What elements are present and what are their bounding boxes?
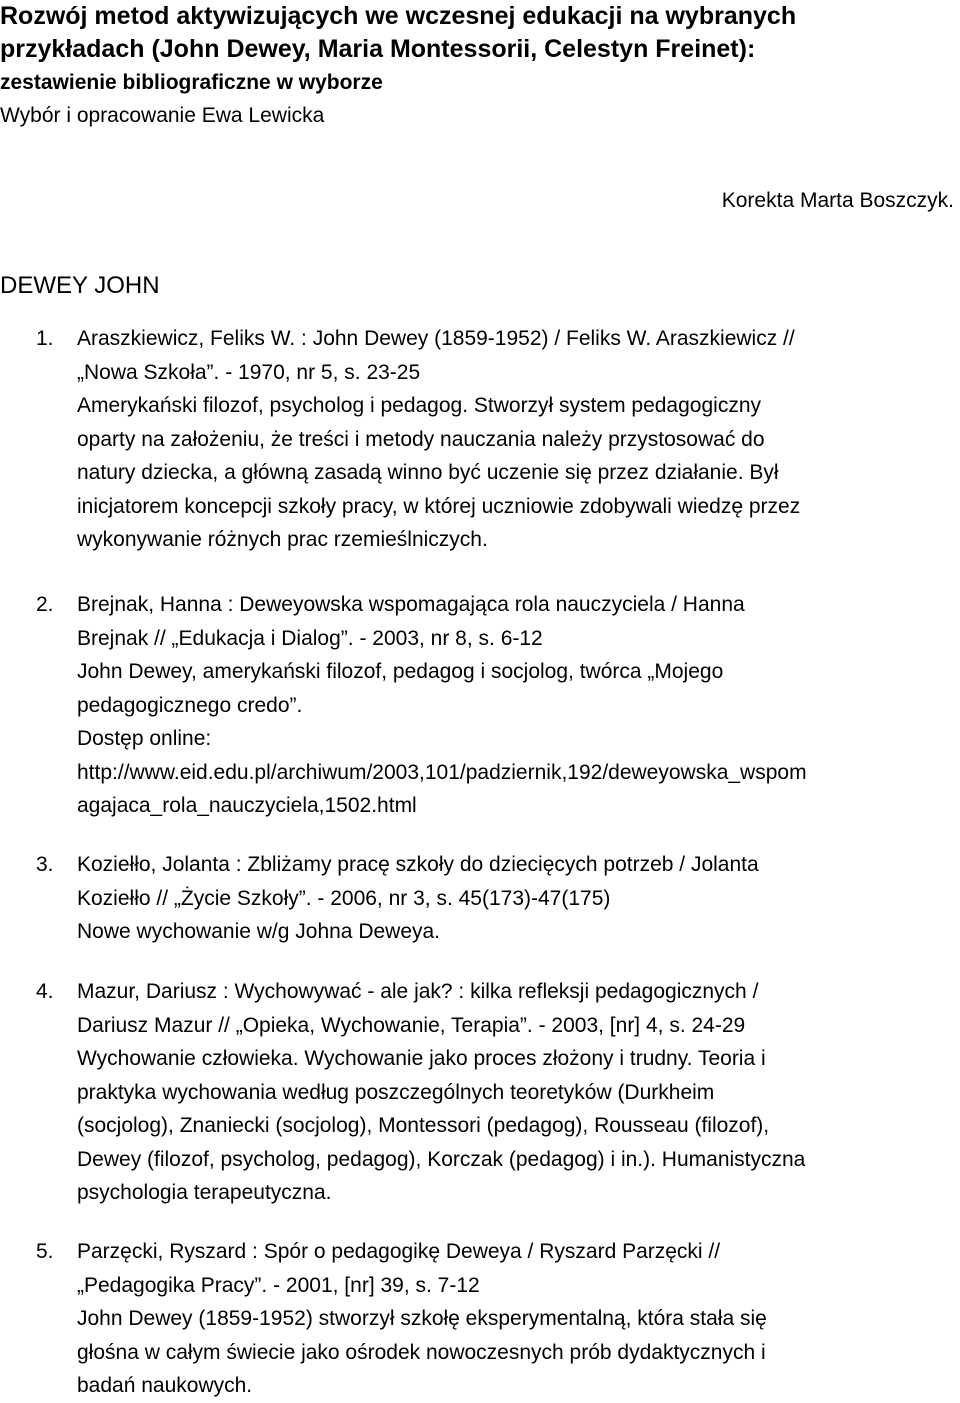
entry-number: 3. [36, 853, 54, 876]
entry-number: 1. [36, 327, 54, 350]
entry-line: Brejnak // „Edukacja i Dialog”. - 2003, nr 8, s. 6-12 [77, 626, 543, 650]
entry-number: 2. [36, 593, 54, 616]
entry-line: Mazur, Dariusz : Wychowywać - ale jak? : kilka refleksji pedagogicznych / [77, 980, 759, 1003]
title-line: Rozwój metod aktywizujących we wczesnej edukacji na wybranych [0, 2, 797, 30]
bibliography-entry [0, 975, 960, 1210]
document-title [0, 0, 958, 66]
entry-line: John Dewey (1859-1952) stworzył szkołę eksperymentalną, która stała się [77, 1307, 767, 1330]
entry-line: Brejnak, Hanna : Deweyowska wspomagająca rola nauczyciela / Hanna [77, 593, 745, 616]
compiler-line: Wybór i opracowanie Ewa Lewicka [0, 104, 325, 127]
entry-number: 4. [36, 980, 54, 1003]
entry-text [77, 848, 960, 949]
entry-line: Dewey (filozof, psycholog, pedagog), Korczak (pedagog) i in.). Humanistyczna [77, 1147, 806, 1171]
entry-line: agajaca_rola_nauczyciela,1502.html [77, 794, 417, 817]
entry-line: John Dewey, amerykański filozof, pedagog i socjolog, twórca „Mojego [77, 660, 724, 683]
entry-line: Koziełło, Jolanta : Zbliżamy pracę szkoły do dziecięcych potrzeb / Jolanta [77, 853, 759, 876]
entry-text [77, 1235, 960, 1403]
entry-line: http://www.eid.edu.pl/archiwum/2003,101/padziernik,192/deweyowska_wspom [77, 760, 807, 784]
entry-line: praktyka wychowania według poszczególnych teoretyków (Durkheim [77, 1080, 715, 1104]
entry-line: badań naukowych. [77, 1374, 253, 1397]
entry-line: wykonywanie różnych prac rzemieślniczych. [77, 528, 488, 551]
bibliography-entry [0, 848, 960, 949]
entry-line: Araszkiewicz, Feliks W. : John Dewey (1859-1952) / Feliks W. Araszkiewicz // [77, 327, 795, 350]
entry-text [77, 322, 960, 557]
entry-line: inicjatorem koncepcji szkoły pracy, w której uczniowie zdobywali wiedzę przez [77, 494, 801, 518]
entry-line: Wychowanie człowieka. Wychowanie jako proces złożony i trudny. Teoria i [77, 1047, 766, 1070]
correction-line: Korekta Marta Boszczyk. [721, 189, 954, 212]
entry-line: Koziełło // „Życie Szkoły”. - 2006, nr 3, s. 45(173)-47(175) [77, 886, 611, 910]
bibliography-entry [0, 588, 960, 823]
bibliography-entry [0, 322, 960, 557]
entry-text [77, 975, 960, 1210]
entry-line: Dariusz Mazur // „Opieka, Wychowanie, Terapia”. - 2003, [nr] 4, s. 24-29 [77, 1013, 746, 1037]
entry-line: Amerykański filozof, psycholog i pedagog. Stworzył system pedagogiczny [77, 394, 761, 417]
entry-line: pedagogicznego credo”. [77, 693, 303, 717]
entry-line: oparty na założeniu, że treści i metody nauczania należy przystosować do [77, 427, 765, 451]
entry-number: 5. [36, 1240, 54, 1263]
entry-line: psychologia terapeutyczna. [77, 1181, 332, 1204]
entry-line: natury dziecka, a główną zasadą winno być uczenie się przez działanie. Był [77, 461, 779, 484]
entry-line: głośna w całym świecie jako ośrodek nowoczesnych prób dydaktycznych i [77, 1340, 766, 1364]
entry-line: (socjolog), Znaniecki (socjolog), Montessori (pedagog), Rousseau (filozof), [77, 1114, 770, 1137]
section-heading: DEWEY JOHN [0, 272, 160, 299]
bibliography-entry [0, 1235, 960, 1403]
entry-line: Dostęp online: [77, 727, 212, 750]
entry-line: „Pedagogika Pracy”. - 2001, [nr] 39, s. 7-12 [77, 1273, 480, 1297]
entry-text [77, 588, 960, 823]
entry-line: „Nowa Szkoła”. - 1970, nr 5, s. 23-25 [77, 360, 421, 384]
document-subtitle: zestawienie bibliograficzne w wyborze [0, 71, 383, 94]
entry-line: Parzęcki, Ryszard : Spór o pedagogikę Deweya / Ryszard Parzęcki // [77, 1240, 721, 1263]
title-line: przykładach (John Dewey, Maria Montessorii, Celestyn Freinet): [0, 35, 756, 63]
entry-line: Nowe wychowanie w/g Johna Deweya. [77, 920, 441, 943]
